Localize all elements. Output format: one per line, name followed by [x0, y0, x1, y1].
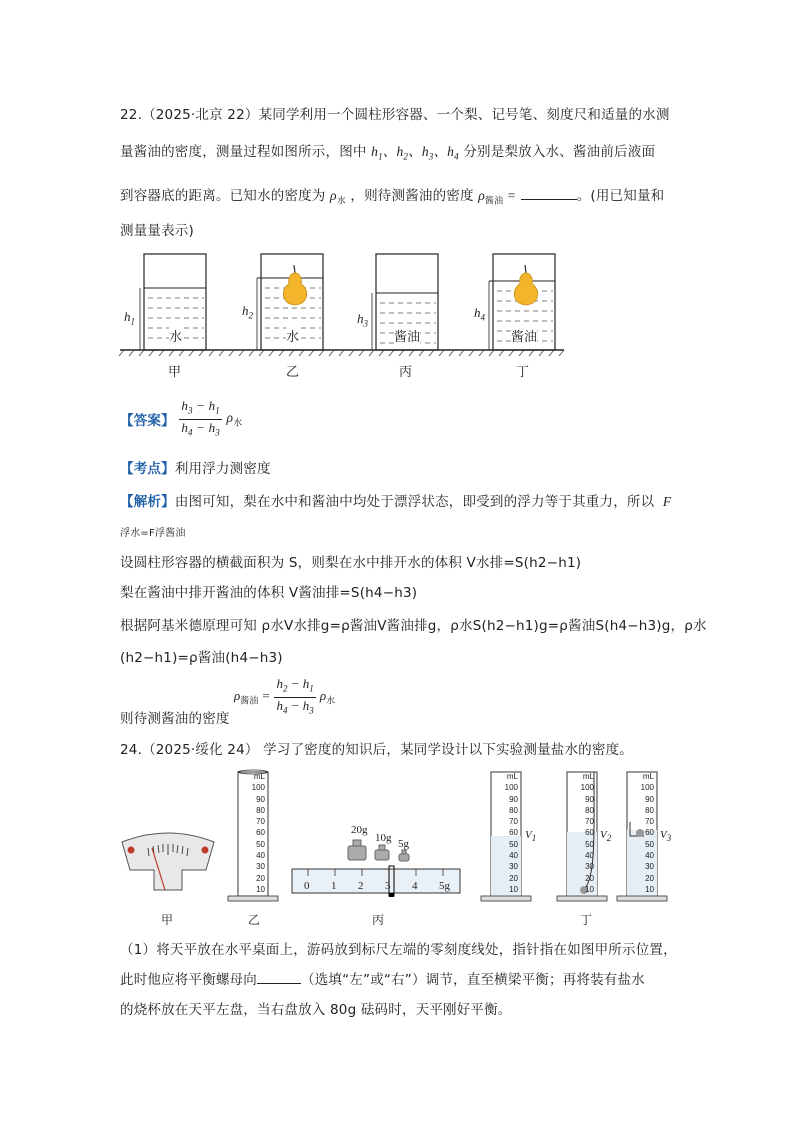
- jiexi-line4: 梨在酱油中排开酱油的体积 V酱油排=S(h4−h3): [120, 585, 418, 601]
- fig24-label-ding: 丁: [580, 913, 593, 927]
- answer-fraction: $\frac{h_3 - h_1}{h_4 - h_3}$: [181, 398, 220, 438]
- q24-part1-line2-b: （选填“左”或“右”）调节，直至横梁平衡；再将装有盐水: [301, 972, 645, 988]
- q22-text-line1: 22.（2025·北京 22）某同学利用一个圆柱形容器、一个梨、记号笔、刻度尺和适量的水测: [120, 107, 670, 123]
- h2-label: $h_2$: [242, 303, 253, 321]
- fig24-label-jia: 甲: [161, 913, 174, 927]
- jiexi-line1: 【解析】由图可知，梨在水中和酱油中均处于漂浮状态，即受到的浮力等于其重力，所以 F: [120, 494, 672, 510]
- balance-scale-dial: [122, 833, 214, 890]
- q22-figure: [118, 248, 568, 378]
- kaodian-text: 利用浮力测密度: [174, 461, 271, 477]
- liquid-label-yi: 水: [286, 326, 299, 345]
- v3-label: $V_3$: [660, 829, 672, 844]
- cylinder-yi-ticks: mL 100 90 80 70 60 50 40 30 20 10: [251, 772, 265, 894]
- h4-label: $h_4$: [474, 305, 485, 323]
- q22-text-line2: [120, 140, 655, 162]
- q22-line3-part-c: 。(用已知量和: [576, 188, 665, 204]
- rho-soy-symbol: $\rho_{酱油}$ =: [478, 188, 517, 206]
- fig22-label-jia: 甲: [168, 365, 182, 380]
- q24-part1-line2: [120, 968, 645, 988]
- fig24-label-bing: 丙: [372, 913, 385, 927]
- q24-part1-line2-a: 此时他应将平衡螺母向: [120, 972, 257, 988]
- fig22-label-ding: 丁: [516, 365, 530, 380]
- fig24-label-yi: 乙: [248, 913, 261, 927]
- ruler-tick-5g: 5g: [439, 880, 450, 892]
- q22-text-line3: [120, 184, 664, 207]
- ruler-tick-4: 4: [412, 880, 418, 892]
- v2-label: $V_2$: [600, 829, 612, 844]
- cylinder-ding3-ticks: mL 100 90 80 70 60 50 40 30 20 10: [640, 772, 654, 894]
- jiexi-tag: 【解析】: [120, 494, 175, 510]
- ruler-tick-2: 2: [358, 880, 364, 892]
- q24-text-line1: 24.（2025·绥化 24） 学习了密度的知识后，某同学设计以下实验测量盐水的密度。: [120, 742, 633, 758]
- h-symbols: $h_1$、$h_2$、$h_3$、$h_4$: [371, 144, 459, 162]
- weight-label-10g: 10g: [375, 832, 392, 844]
- q22-line3-part-a: 到容器底的距离。已知水的密度为: [120, 188, 326, 204]
- h1-label: $h_1$: [124, 309, 135, 327]
- kaodian-tag: 【考点】: [120, 461, 175, 477]
- fig22-label-bing: 丙: [399, 365, 413, 380]
- weight-label-20g: 20g: [351, 824, 368, 836]
- q22-line3-part-b: ，则待测酱油的密度: [350, 188, 474, 204]
- ruler-tick-3: 3: [385, 880, 391, 892]
- v1-label: $V_1$: [525, 829, 537, 844]
- kaodian-line: [120, 457, 271, 477]
- q22-text-line4: 测量量表示): [120, 223, 194, 239]
- result-formula: $\rho_{酱油}$ = $\frac{h_2 - h_1}{h_4 - h_3}$ $\rho_水$: [234, 676, 336, 716]
- jiexi-line2: 浮水=F浮酱油: [120, 528, 186, 539]
- ruler-tick-1: 1: [331, 880, 337, 892]
- q22-line2-part-a: 量酱油的密度，测量过程如图所示，图中: [120, 144, 367, 160]
- liquid-label-ding: 酱油: [511, 326, 537, 345]
- jiexi-line3: 设圆柱形容器的横截面积为 S，则梨在水中排开水的体积 V水排=S(h2−h1): [120, 555, 582, 571]
- ruler-tick-0: 0: [304, 880, 310, 892]
- q24-part1-line1: （1）将天平放在水平桌面上，游码放到标尺左端的零刻度线处，指针指在如图甲所示位置，: [120, 942, 677, 958]
- jiexi-line5: 根据阿基米德原理可知 ρ水V水排g=ρ酱油V酱油排g，ρ水S(h2−h1)g=ρ酱油S(h4−h3)g，ρ水: [120, 618, 707, 634]
- weight-label-5g: 5g: [398, 838, 409, 850]
- jiexi-line6: (h2−h1)=ρ酱油(h4−h3): [120, 650, 283, 666]
- h3-label: $h_3$: [357, 311, 368, 329]
- liquid-label-jia: 水: [169, 326, 182, 345]
- cylinder-ding2-ticks: mL 100 90 80 70 60 50 40 30 20 10: [580, 772, 594, 894]
- answer-line: [120, 398, 242, 440]
- jiexi-line7: 则待测酱油的密度: [120, 711, 230, 727]
- q24-part1-line3: 的烧杯放在天平左盘，当右盘放入 80g 砝码时，天平刚好平衡。: [120, 1002, 512, 1018]
- fig22-label-yi: 乙: [286, 365, 300, 380]
- weights-and-ruler: [292, 840, 460, 897]
- cylinder-ding1-ticks: mL 100 90 80 70 60 50 40 30 20 10: [504, 772, 518, 894]
- rho-water-symbol: $\rho_水$: [330, 188, 346, 206]
- pear-icon: [514, 265, 537, 305]
- answer-tag: 【答案】: [120, 413, 175, 430]
- pear-icon: [283, 265, 306, 305]
- liquid-label-bing: 酱油: [394, 326, 420, 345]
- q22-line2-part-b: 分别是梨放入水、酱油前后液面: [463, 144, 656, 160]
- jiexi-text-1: 由图可知，梨在水中和酱油中均处于漂浮状态，即受到的浮力等于其重力，所以: [174, 494, 655, 510]
- answer-blank[interactable]: [521, 187, 577, 200]
- direction-blank[interactable]: [257, 971, 301, 984]
- answer-rho-water: $\rho_水$: [226, 409, 243, 428]
